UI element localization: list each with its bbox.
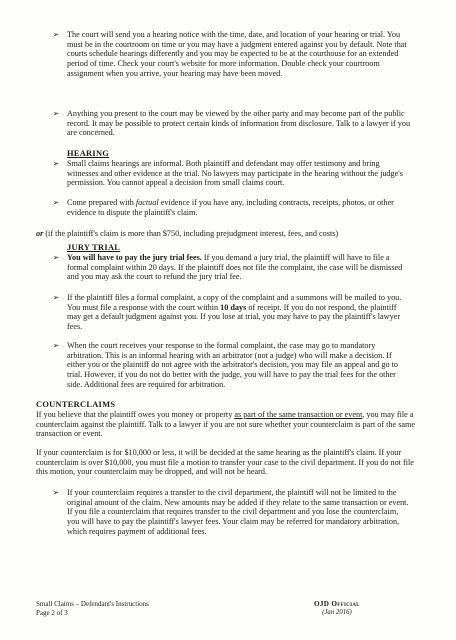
list-item <box>52 341 412 390</box>
list-item <box>52 159 412 188</box>
paragraph: You will have to pay the jury trial fees. If you demand a jury trial, the plaintiff will have to file a formal complaint within 20 days. If the plaintiff does not file the complaint, the case will be dismissed and you may ask the court to refund the jury trial fee. <box>67 253 403 282</box>
list-item <box>52 488 412 537</box>
arrow-bullet-icon: ➢ <box>52 488 60 497</box>
footer-document-info <box>36 600 149 617</box>
paragraph: If your counterclaim is for $10,000 or less, it will be decided at the same hearing as the plaintiff's claim. If your counterclaim is over $10,000, you must file a motion to transfer your case to the civil department. If you do not file this motion, your counterclaim may be dropped, and will not be heard. <box>36 448 414 477</box>
arrow-bullet-icon: ➢ <box>52 341 60 350</box>
paragraph: The court will send you a hearing notice with the time, date, and location of your hearing or trial. You must be in the courtroom on time or you may have a judgment entered against you by default. Note that courts schedule hearings differently and you may be expected to be at the courthouse for an extended period of time. Check your court's website for more information. Double check your courtroom assignment when you arrive, your hearing may have been moved. <box>67 30 407 78</box>
arrow-bullet-icon: ➢ <box>52 109 60 118</box>
paragraph: Anything you present to the court may be viewed by the other party and may become part of the public record. It may be possible to protect certain kinds of information from disclosure. Talk to a lawyer if you are concerned. <box>67 109 411 138</box>
scan-edge-mark <box>0 0 31 9</box>
arrow-bullet-icon: ➢ <box>52 198 60 207</box>
section-heading-hearing: HEARING <box>67 149 110 158</box>
arrow-bullet-icon: ➢ <box>52 159 60 168</box>
footer-title: Small Claims – Defendant's Instructions <box>36 600 149 608</box>
paragraph: When the court receives your response to the formal complaint, the case may go to mandatory arbitration. This is an informal hearing with an arbitrator (not a judge) who will make a decision. If either you or the plaintiff do not agree with the arbitrator's decision, you may file an appeal and go to trial. However, if you do not do better with the judge, you will have to pay the trial fees for the other side. Additional fees are required for arbitration. <box>67 341 398 389</box>
list-item <box>52 253 412 282</box>
paragraph: If your counterclaim requires a transfer to the civil department, the plaintiff will not be limited to the original amount of the claim. New amounts may be added if they relate to the same transaction or event. If you file a counterclaim that requires transfer to the civil department and you lose the counterclaim, you will have to pay the plaintiff's lawyer fees. Your claim may be referred for mandatory arbitration, which requires payment of additional fees. <box>67 488 409 536</box>
section-heading-counterclaims: COUNTERCLAIMS <box>36 400 116 409</box>
section-heading-jury-trial: JURY TRIAL <box>67 243 121 252</box>
paragraph: Come prepared with factual evidence if you have any, including contracts, receipts, photos, or other evidence to dispute the plaintiff's claim. <box>67 198 394 217</box>
list-item <box>52 198 412 217</box>
list-item <box>52 109 412 138</box>
footer-date: (Jan 2016) <box>322 608 352 616</box>
footer-official-label: OJD Official <box>314 600 360 608</box>
paragraph: If you believe that the plaintiff owes you money or property as part of the same transaction or event, you may file a counterclaim against the plaintiff. Talk to a lawyer if you are not sure whether your counterclaim is part of the same transaction or event. <box>36 410 416 439</box>
page-number: Page 2 of 3 <box>36 608 68 617</box>
list-item <box>52 293 412 332</box>
jury-trial-condition: or (if the plaintiff's claim is more than $750, including prejudgment interest, fees, and costs) <box>36 229 339 238</box>
paragraph: If the plaintiff files a formal complaint, a copy of the complaint and a summons will be mailed to you. You must file a response with the court within 10 days of receipt. If you do not respond, the plaintiff may get a default judgment against you. If you lose at trial, you may have to pay the plaintiff's lawyer fees. <box>67 293 402 332</box>
list-item <box>52 30 412 79</box>
arrow-bullet-icon: ➢ <box>52 293 60 302</box>
paragraph: Small claims hearings are informal. Both plaintiff and defendant may offer testimony and bring witnesses and other evidence at the trial. No lawyers may participate in the hearing without the judge's permission. You cannot appeal a decision from small claims court. <box>67 159 403 188</box>
footer-official <box>314 600 360 618</box>
arrow-bullet-icon: ➢ <box>52 30 60 39</box>
arrow-bullet-icon: ➢ <box>52 253 60 262</box>
